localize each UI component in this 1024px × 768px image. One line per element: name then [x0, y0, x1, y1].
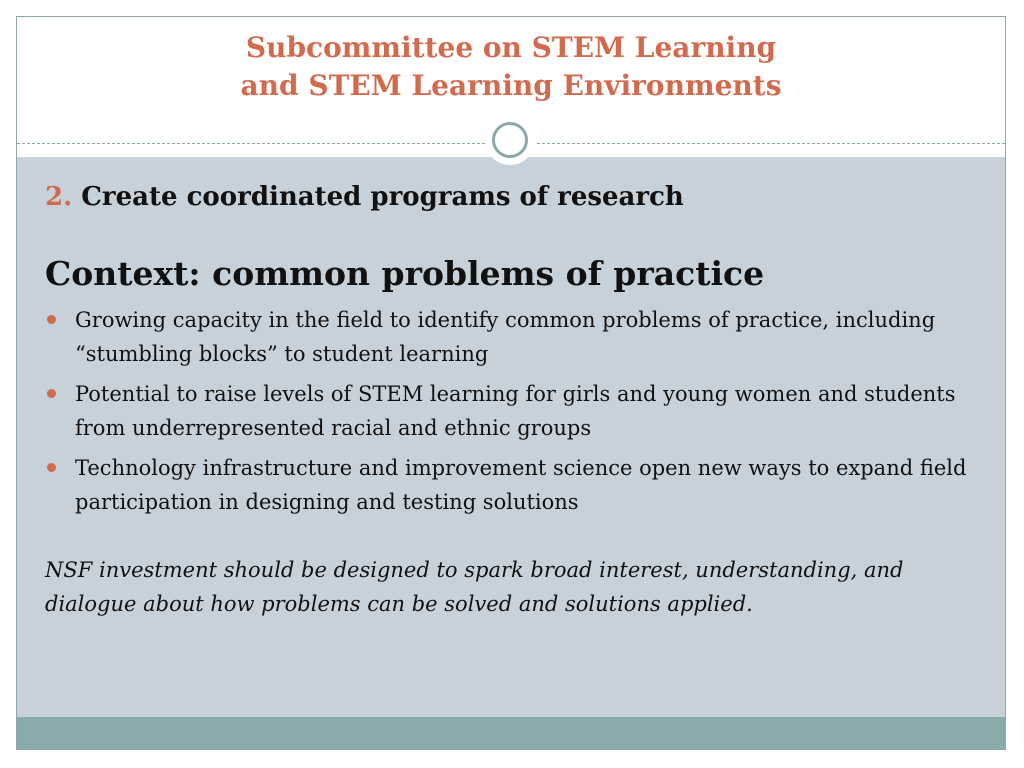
bullet-item: [45, 377, 985, 445]
bullet-item: [45, 451, 985, 519]
bullet-text: Growing capacity in the field to identify common problems of practice, including “stumbling blocks” to student learning: [75, 308, 936, 366]
slide-title-line2: and STEM Learning Environments: [240, 69, 782, 102]
slide-title: [17, 17, 1005, 105]
slide-content: [45, 177, 985, 621]
slide: [16, 16, 1006, 750]
bullet-list: [45, 303, 985, 519]
context-title: Context: common problems of practice: [45, 254, 765, 293]
closing-statement: NSF investment should be designed to spark broad interest, understanding, and dialogue about how problems can be solved and solutions applied.: [45, 558, 904, 616]
bullet-dot-icon: [47, 389, 56, 398]
section-number: 2.: [45, 182, 73, 212]
bullet-item: [45, 303, 985, 371]
section-heading-text: Create coordinated programs of research: [81, 182, 684, 212]
bullet-dot-icon: [47, 315, 56, 324]
footer-band: [17, 717, 1005, 750]
slide-title-line1: Subcommittee on STEM Learning: [245, 31, 777, 64]
bullet-dot-icon: [47, 463, 56, 472]
bullet-text: Potential to raise levels of STEM learning for girls and young women and students from underrepresented racial and ethnic groups: [75, 382, 956, 440]
section-heading: [45, 177, 985, 217]
bullet-text: Technology infrastructure and improvement science open new ways to expand field participation in designing and testing solutions: [75, 456, 967, 514]
circle-ornament-ring-icon: [492, 122, 528, 158]
